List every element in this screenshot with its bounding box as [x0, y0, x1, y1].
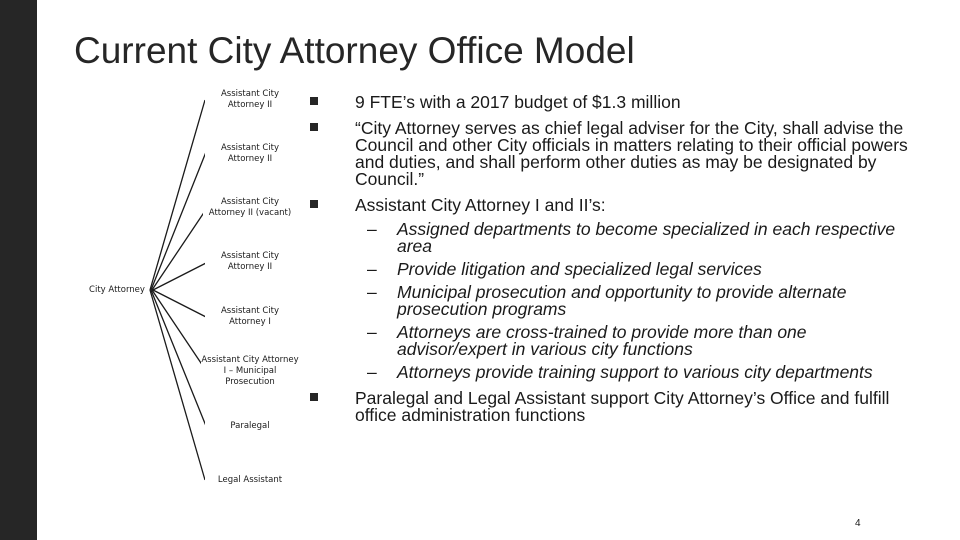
org-node-city-attorney: City Attorney — [85, 285, 149, 296]
sub-bullet-specialized: – Assigned departments to become specialized in each respective area — [367, 219, 896, 256]
org-node-assistant-city-attorney-ii-2: Assistant City Attorney II — [205, 143, 295, 165]
bullet-marker-icon — [310, 393, 318, 401]
bullet-marker-icon — [310, 200, 318, 208]
bullet-item-assistants: Assistant City Attorney I and II’s: — [310, 197, 910, 214]
slide-title: Current City Attorney Office Model — [74, 30, 635, 71]
left-accent-bar — [0, 0, 37, 540]
bullet-item-paralegal: Paralegal and Legal Assistant support City Attorney’s Office and fulfill office administration functions — [310, 390, 910, 424]
dash-icon: – — [367, 259, 377, 279]
bullet-item-fte: 9 FTE’s with a 2017 budget of $1.3 million — [310, 94, 910, 111]
org-node-assistant-city-attorney-ii-3: Assistant City Attorney II — [205, 251, 295, 273]
org-node-assistant-city-attorney-ii-vacant: Assistant City Attorney II (vacant) — [203, 197, 297, 219]
sub-bullet-prosecution: – Municipal prosecution and opportunity to provide alternate prosecution programs — [367, 282, 847, 319]
page-number: 4 — [855, 518, 861, 529]
sub-bullet-training: – Attorneys provide training support to various city departments — [367, 362, 873, 382]
bullet-marker-icon — [310, 123, 318, 131]
bullet-marker-icon — [310, 97, 318, 105]
dash-icon: – — [367, 282, 377, 302]
bullet-item-role: “City Attorney serves as chief legal adviser for the City, shall advise the Council and other City officials in matters relating to their official powers and duties, and shall perform other duties as may be designated by Council.” — [310, 120, 910, 188]
dash-icon: – — [367, 219, 377, 239]
org-node-assistant-city-attorney-i: Assistant City Attorney I — [205, 306, 295, 328]
sub-bullet-cross-trained: – Attorneys are cross-trained to provide more than one advisor/expert in various city functions — [367, 322, 807, 359]
org-node-assistant-city-attorney-ii-1: Assistant City Attorney II — [205, 89, 295, 111]
org-node-legal-assistant: Legal Assistant — [205, 475, 295, 486]
dash-icon: – — [367, 362, 377, 382]
org-node-paralegal: Paralegal — [205, 421, 295, 432]
sub-bullet-litigation: – Provide litigation and specialized legal services — [367, 259, 762, 279]
bullet-list — [310, 94, 910, 424]
dash-icon: – — [367, 322, 377, 342]
org-node-municipal-prosecution: Assistant City Attorney I – Municipal Prosecution — [201, 355, 299, 387]
